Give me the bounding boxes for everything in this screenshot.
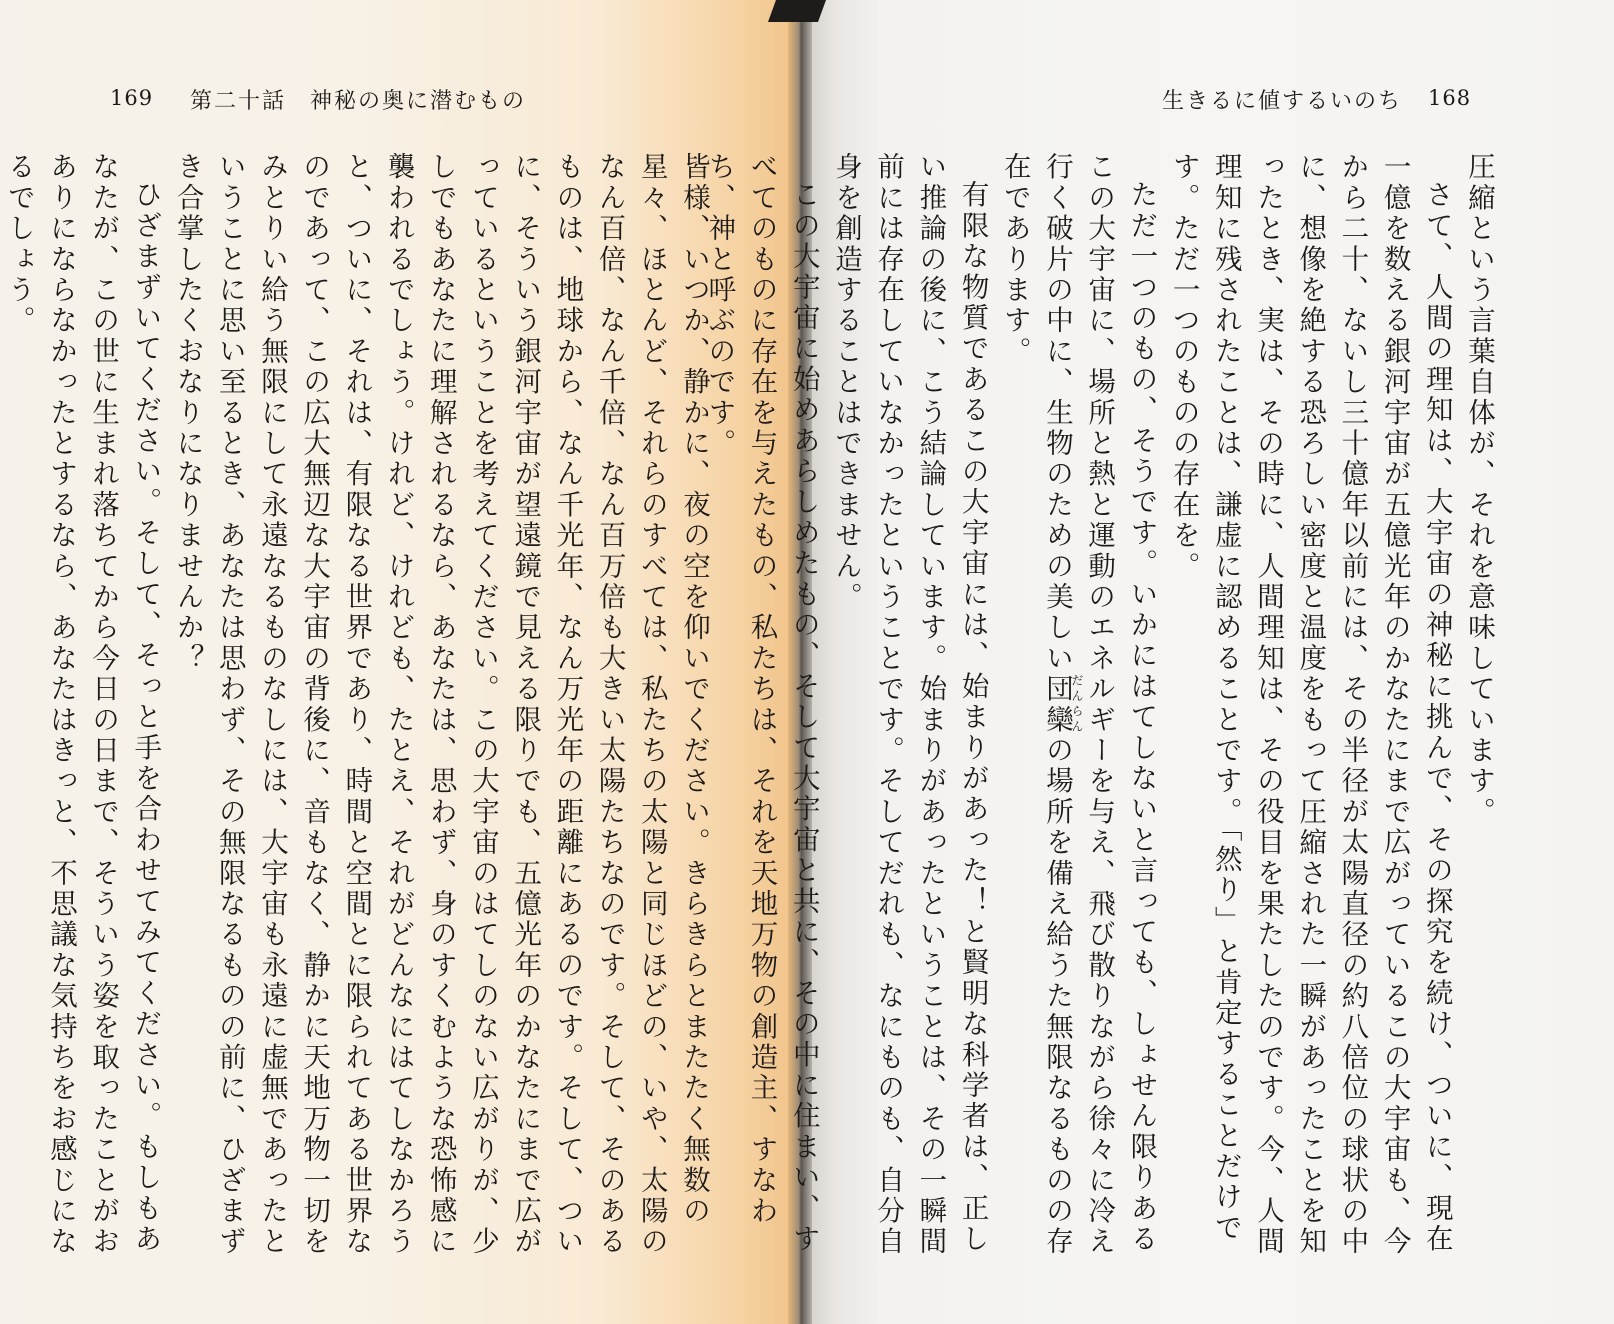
page-number-left: 169 [110,86,154,110]
left-page [0,0,800,1324]
page-number-right: 168 [1428,86,1472,110]
running-head-left: 第二十話 神秘の奥に潜むもの [190,89,527,114]
ruby-danran: 団欒だんらん [1040,673,1084,736]
left-paragraph-2: ひざまずいてください。そして、そっと手を合わせてみてください。もしもあなたが、この世に生まれ落ちてから今日の日まで、そういう姿を取ったことがおありにならなかったとするなら、あなたはきっと、不思議な気持ちをお感じになるでしょう。 [2,152,162,1258]
right-paragraph-2: さて、人間の理知は、大宇宙の神秘に挑んで、その探究を続け、ついに、現在一億を数える銀河宇宙が五億光年のかなたにまで広がっているこの大宇宙も、今から二十、ないし三十億年以前には、その半径が太陽直径の約八倍位の球状の中に、想像を絶する恐ろしい密度と温度をもって圧縮された一瞬があったことを知ったとき、実は、その時に、人間理知は、その役目を果たしたのです。今、人間理知に残されたことは、謙虚に認めることです。「然り」と肯定することだけです。ただ一つのものの存在を。 [1167,152,1453,1258]
right-paragraph-5: この大宇宙に始めあらしめたもの、そして大宇宙と共に、その中に住まい、すべてのものに存在を与えたもの、私たちは、それを天地万物の創造主、すなわち、神と呼ぶのです。 [703,152,820,1254]
spine-shadow [768,0,826,22]
right-paragraph-3: ただ一つのもの、そうです。いかにはてしないと言っても、しょせん限りあるこの大宇宙に、場所と熱と運動のエネルギーを与え、飛び散りながら徐々に冷え行く破片の中に、生物のための美しい団欒だんらんの場所を備え給うた無限なるものの存在であります。 [998,152,1158,1258]
left-paragraph-1: 皆様、いつか、静かに、夜の空を仰いでください。きらきらとまたたく無数の星々、ほとんど、それらのすべては、私たちの太陽と同じほどの、いや、太陽のなん百倍、なん千倍、なん百万倍も大きい太陽たちなのです。そして、そのあるものは、地球から、なん千光年、なん万光年の距離にあるのです。そして、ついに、そういう銀河宇宙が望遠鏡で見える限りでも、五億光年のかなたにまで広がっているということを考えてください。この大宇宙のはてしのない広がりが、少しでもあなたに理解されるなら、あなたは、思わず、身のすくむような恐怖感に襲われるでしょう。けれど、けれども、たとえ、それがどんなにはてしなかろうと、ついに、それは、有限なる世界であり、時間と空間とに限られてある世界なのであって、この広大無辺な大宇宙の背後に、音もなく、静かに天地万物一切をみとりい給う無限にして永遠なるものなしには、大宇宙も永遠に虚無であったということに思い至るとき、あなたは思わず、その無限なるものの前に、ひざまずき合掌したくおなりになりませんか？ [171,152,710,1258]
left-page-body [2,152,715,1262]
right-page-body [703,152,1500,1262]
right-paragraph-4: 有限な物質であるこの大宇宙には、始まりがあった！と賢明な科学者は、正しい推論の後に、こう結論しています。始まりがあったということは、その一瞬間前には存在していなかったということです。そしてだれも、なにものも、自分自身を創造することはできません。 [829,152,989,1258]
right-paragraph-1: 圧縮という言葉自体が、それを意味しています。 [1463,152,1495,828]
running-head-right: 生きるに値するいのち [1162,89,1403,114]
